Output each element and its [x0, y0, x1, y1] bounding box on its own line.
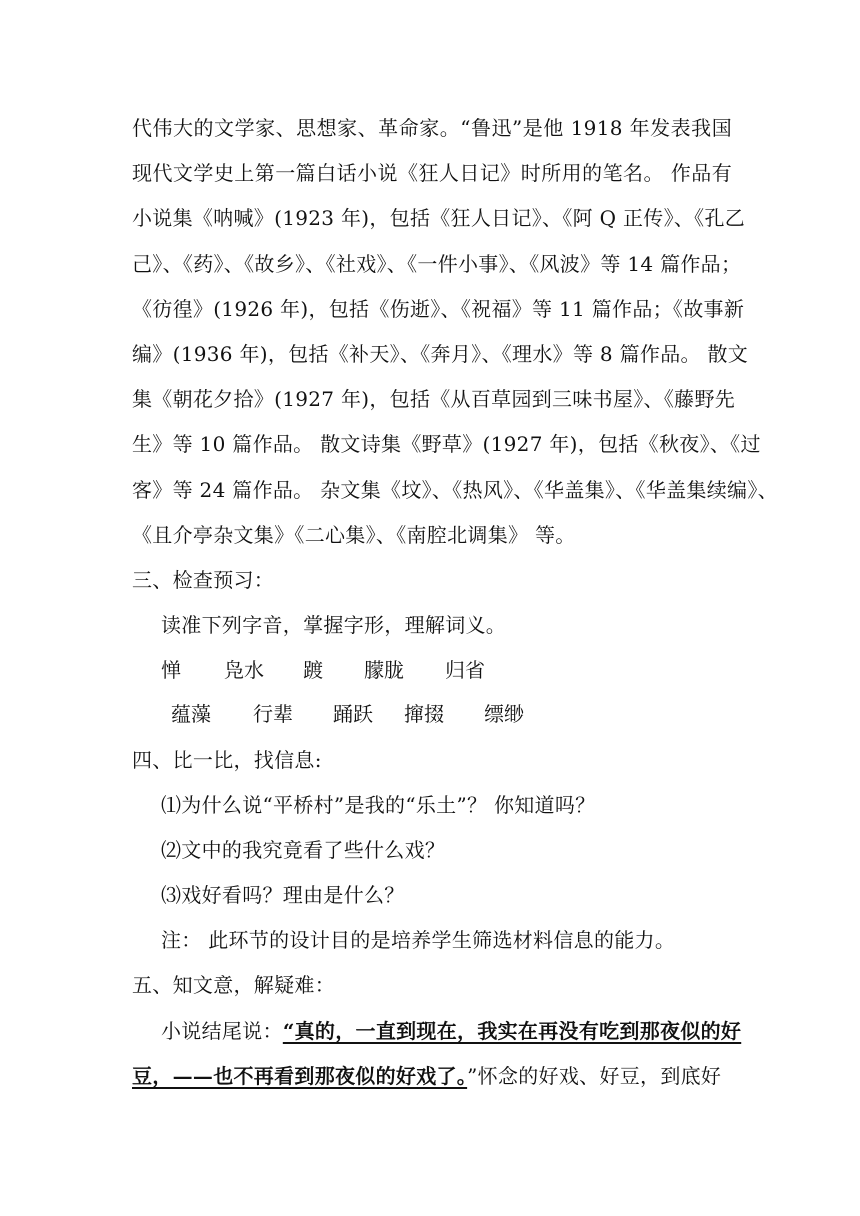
- bio-line: 己》、《药》、《故乡》、《社戏》、《一件小事》、《风波》等 14 篇作品；: [132, 251, 742, 276]
- vocab-word: 撺掇: [404, 702, 444, 726]
- question-1: ⑴为什么说“平桥村”是我的“乐土”？ 你知道吗？: [161, 793, 596, 817]
- bio-line: 现代文学史上第一篇白话小说《狂人日记》时所用的笔名。 作品有: [132, 161, 732, 186]
- bio-line: 《且介亭杂文集》《二心集》、《南腔北调集》 等。: [132, 522, 576, 547]
- design-note: 注： 此环节的设计目的是培养学生筛选材料信息的能力。: [161, 928, 676, 952]
- section5-heading: 五、知文意，解疑难：: [132, 973, 335, 997]
- vocab-word: 朦胧: [364, 658, 404, 682]
- bio-line: 小说集《呐喊》(1923 年)，包括《狂人日记》、《阿 Q 正传》、《孔乙: [132, 206, 746, 231]
- ending-quote-line-2: [132, 1054, 721, 1099]
- bio-line: 代伟大的文学家、思想家、革命家。“鲁迅”是他 1918 年发表我国: [132, 116, 732, 140]
- quote-intro: 小说结尾说：: [161, 1019, 283, 1043]
- question-2: ⑵文中的我究竟看了些什么戏？: [161, 838, 446, 862]
- ending-quote-line-1: [161, 1009, 741, 1054]
- section4-heading: 四、比一比，找信息:: [132, 748, 322, 772]
- bio-line: 生》等 10 篇作品。 散文诗集《野草》(1927 年)，包括《秋夜》、《过: [132, 432, 761, 457]
- vocab-word: 蕴藻: [171, 702, 211, 726]
- bio-line: 《彷徨》(1926 年)，包括《伤逝》、《祝福》等 11 篇作品；《故事新: [132, 296, 745, 321]
- vocab-word: 惮: [161, 658, 181, 682]
- bio-line: 集《朝花夕拾》(1927 年)，包括《从百草园到三味书屋》、《藤野先: [132, 387, 736, 412]
- section3-instruction: 读准下列字音，掌握字形，理解词义。: [161, 613, 507, 637]
- bio-line: 客》等 24 篇作品。 杂文集《坟》、《热风》、《华盖集》、《华盖集续编》、: [132, 477, 778, 502]
- quote-followup: ”怀念的好戏、好豆，到底好: [467, 1064, 722, 1088]
- question-3: ⑶戏好看吗？理由是什么？: [161, 883, 405, 907]
- quote-emphasis: 豆，——也不再看到那夜似的好戏了。: [132, 1064, 468, 1088]
- vocab-word: 踊跃: [333, 702, 373, 726]
- lu-xun-bio-paragraph: [132, 106, 778, 558]
- vocab-word: 缥缈: [484, 702, 524, 726]
- vocab-word: 行辈: [253, 702, 293, 726]
- vocab-word: 踱: [303, 658, 323, 682]
- bio-line: 编》(1936 年)，包括《补天》、《奔月》、《理水》等 8 篇作品。 散文: [132, 341, 749, 366]
- vocab-word: 凫水: [224, 658, 264, 682]
- quote-emphasis: “真的，一直到现在，我实在再没有吃到那夜似的好: [282, 1019, 742, 1043]
- vocab-word: 归省: [445, 658, 485, 682]
- section3-heading: 三、检查预习：: [132, 568, 275, 592]
